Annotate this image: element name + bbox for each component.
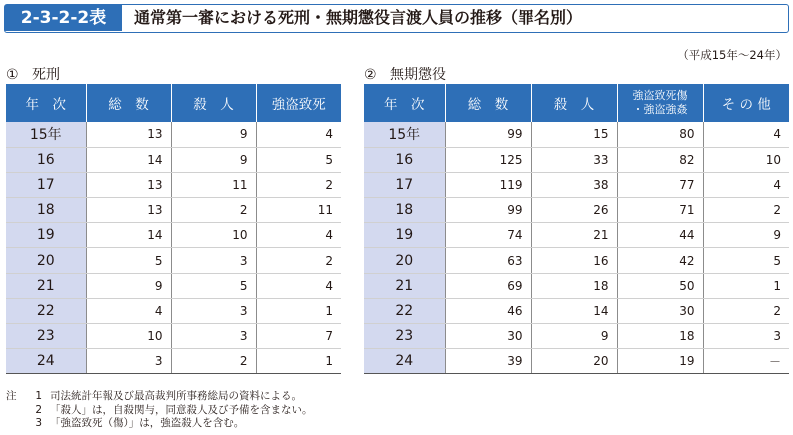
cell-year: 21 bbox=[6, 273, 86, 298]
cell-robbery: 7 bbox=[256, 324, 341, 349]
cell-year: 16 bbox=[6, 147, 86, 172]
col-header-murder: 殺 人 bbox=[171, 84, 256, 122]
table-row bbox=[6, 324, 341, 349]
col-header-robbery-line2: ・強盗強姦 bbox=[632, 103, 688, 116]
table-row bbox=[364, 248, 789, 273]
cell-year: 19 bbox=[364, 223, 445, 248]
cell-murder: 20 bbox=[531, 349, 617, 374]
table-row bbox=[364, 273, 789, 298]
cell-other: － bbox=[703, 349, 789, 374]
cell-other: 2 bbox=[703, 198, 789, 223]
col-header-year: 年 次 bbox=[6, 84, 86, 122]
col-header-murder: 殺 人 bbox=[531, 84, 617, 122]
cell-other: 1 bbox=[703, 273, 789, 298]
cell-robbery: 80 bbox=[617, 122, 703, 147]
table-id-badge: 2-3-2-2表 bbox=[5, 5, 122, 31]
table-row bbox=[364, 122, 789, 147]
col-header-robbery-death: 強盗致死 bbox=[256, 84, 341, 122]
table-row bbox=[6, 198, 341, 223]
cell-murder: 3 bbox=[171, 324, 256, 349]
header-row bbox=[364, 84, 789, 122]
cell-other: 4 bbox=[703, 172, 789, 197]
col-header-robbery-line1: 強盗致死傷 bbox=[632, 89, 688, 102]
cell-year: 22 bbox=[6, 298, 86, 323]
cell-total: 5 bbox=[86, 248, 171, 273]
section-label: 死刑 bbox=[32, 67, 60, 83]
table-row bbox=[364, 298, 789, 323]
header-row bbox=[6, 84, 341, 122]
cell-other: 5 bbox=[703, 248, 789, 273]
cell-year: 24 bbox=[6, 349, 86, 374]
note-row bbox=[6, 404, 313, 418]
table-row bbox=[6, 273, 341, 298]
cell-year: 18 bbox=[6, 198, 86, 223]
table-row bbox=[6, 349, 341, 374]
note-row bbox=[6, 417, 313, 431]
cell-robbery: 19 bbox=[617, 349, 703, 374]
cell-robbery: 11 bbox=[256, 198, 341, 223]
col-header-robbery-injury bbox=[617, 84, 703, 122]
cell-robbery: 30 bbox=[617, 298, 703, 323]
cell-murder: 5 bbox=[171, 273, 256, 298]
cell-year: 15年 bbox=[364, 122, 445, 147]
cell-murder: 10 bbox=[171, 223, 256, 248]
cell-robbery: 77 bbox=[617, 172, 703, 197]
cell-murder: 3 bbox=[171, 248, 256, 273]
cell-robbery: 2 bbox=[256, 172, 341, 197]
cell-robbery: 2 bbox=[256, 248, 341, 273]
note-label: 注 bbox=[6, 390, 17, 402]
cell-robbery: 71 bbox=[617, 198, 703, 223]
note-row bbox=[6, 390, 313, 404]
title-bar bbox=[4, 4, 789, 33]
section-label: 無期懲役 bbox=[390, 67, 446, 83]
cell-robbery: 4 bbox=[256, 122, 341, 147]
cell-total: 3 bbox=[86, 349, 171, 374]
cell-total: 14 bbox=[86, 147, 171, 172]
col-header-total: 総 数 bbox=[445, 84, 531, 122]
table-row bbox=[364, 349, 789, 374]
cell-year: 24 bbox=[364, 349, 445, 374]
note-number: 2 bbox=[35, 403, 42, 416]
cell-murder: 15 bbox=[531, 122, 617, 147]
cell-murder: 16 bbox=[531, 248, 617, 273]
section-title-life bbox=[364, 64, 446, 84]
table-row bbox=[364, 172, 789, 197]
col-header-total: 総 数 bbox=[86, 84, 171, 122]
cell-robbery: 4 bbox=[256, 273, 341, 298]
note-text: 「強盗致死（傷）」は，強盗殺人を含む。 bbox=[50, 417, 245, 429]
cell-robbery: 1 bbox=[256, 349, 341, 374]
cell-year: 16 bbox=[364, 147, 445, 172]
cell-total: 10 bbox=[86, 324, 171, 349]
table-row bbox=[6, 172, 341, 197]
cell-year: 22 bbox=[364, 298, 445, 323]
cell-total: 46 bbox=[445, 298, 531, 323]
cell-murder: 9 bbox=[171, 122, 256, 147]
cell-year: 23 bbox=[364, 324, 445, 349]
cell-murder: 2 bbox=[171, 349, 256, 374]
cell-total: 13 bbox=[86, 122, 171, 147]
cell-year: 19 bbox=[6, 223, 86, 248]
cell-murder: 9 bbox=[171, 147, 256, 172]
cell-total: 125 bbox=[445, 147, 531, 172]
section-number: ② bbox=[364, 67, 377, 83]
cell-year: 21 bbox=[364, 273, 445, 298]
table-row bbox=[364, 147, 789, 172]
note-text: 司法統計年報及び最高裁判所事務総局の資料による。 bbox=[50, 390, 302, 402]
cell-other: 10 bbox=[703, 147, 789, 172]
cell-total: 119 bbox=[445, 172, 531, 197]
cell-total: 13 bbox=[86, 172, 171, 197]
cell-murder: 9 bbox=[531, 324, 617, 349]
cell-year: 17 bbox=[364, 172, 445, 197]
cell-total: 30 bbox=[445, 324, 531, 349]
death-sentence-table bbox=[6, 84, 341, 374]
cell-robbery: 5 bbox=[256, 147, 341, 172]
cell-robbery: 18 bbox=[617, 324, 703, 349]
cell-murder: 33 bbox=[531, 147, 617, 172]
life-imprisonment-table bbox=[364, 84, 789, 374]
cell-robbery: 1 bbox=[256, 298, 341, 323]
cell-robbery: 4 bbox=[256, 223, 341, 248]
cell-murder: 18 bbox=[531, 273, 617, 298]
table-row bbox=[6, 248, 341, 273]
cell-total: 99 bbox=[445, 198, 531, 223]
cell-year: 20 bbox=[6, 248, 86, 273]
cell-other: 9 bbox=[703, 223, 789, 248]
table-row bbox=[6, 298, 341, 323]
table-row bbox=[6, 147, 341, 172]
cell-other: 2 bbox=[703, 298, 789, 323]
cell-murder: 11 bbox=[171, 172, 256, 197]
cell-year: 18 bbox=[364, 198, 445, 223]
cell-robbery: 42 bbox=[617, 248, 703, 273]
cell-murder: 26 bbox=[531, 198, 617, 223]
table-row bbox=[6, 122, 341, 147]
cell-year: 15年 bbox=[6, 122, 86, 147]
cell-murder: 2 bbox=[171, 198, 256, 223]
cell-robbery: 44 bbox=[617, 223, 703, 248]
cell-year: 17 bbox=[6, 172, 86, 197]
cell-total: 69 bbox=[445, 273, 531, 298]
cell-total: 99 bbox=[445, 122, 531, 147]
cell-total: 9 bbox=[86, 273, 171, 298]
cell-robbery: 82 bbox=[617, 147, 703, 172]
cell-total: 14 bbox=[86, 223, 171, 248]
cell-total: 63 bbox=[445, 248, 531, 273]
section-number: ① bbox=[6, 67, 19, 83]
table-title: 通常第一審における死刑・無期懲役言渡人員の推移（罪名別） bbox=[134, 8, 583, 27]
note-number: 3 bbox=[35, 417, 42, 429]
cell-total: 39 bbox=[445, 349, 531, 374]
period-label: （平成15年～24年） bbox=[677, 48, 787, 62]
cell-robbery: 50 bbox=[617, 273, 703, 298]
note-text: 「殺人」は，自殺関与，同意殺人及び予備を含まない。 bbox=[50, 403, 313, 416]
cell-other: 3 bbox=[703, 324, 789, 349]
table-row bbox=[6, 223, 341, 248]
cell-murder: 21 bbox=[531, 223, 617, 248]
table-row bbox=[364, 223, 789, 248]
notes bbox=[6, 390, 313, 431]
cell-total: 4 bbox=[86, 298, 171, 323]
section-title-death bbox=[6, 64, 60, 84]
cell-year: 20 bbox=[364, 248, 445, 273]
cell-total: 74 bbox=[445, 223, 531, 248]
table-row bbox=[364, 198, 789, 223]
col-header-year: 年 次 bbox=[364, 84, 445, 122]
cell-total: 13 bbox=[86, 198, 171, 223]
table-row bbox=[364, 324, 789, 349]
cell-murder: 14 bbox=[531, 298, 617, 323]
cell-murder: 38 bbox=[531, 172, 617, 197]
cell-other: 4 bbox=[703, 122, 789, 147]
cell-year: 23 bbox=[6, 324, 86, 349]
note-number: 1 bbox=[35, 390, 42, 402]
col-header-other: そ の 他 bbox=[703, 84, 789, 122]
cell-murder: 3 bbox=[171, 298, 256, 323]
